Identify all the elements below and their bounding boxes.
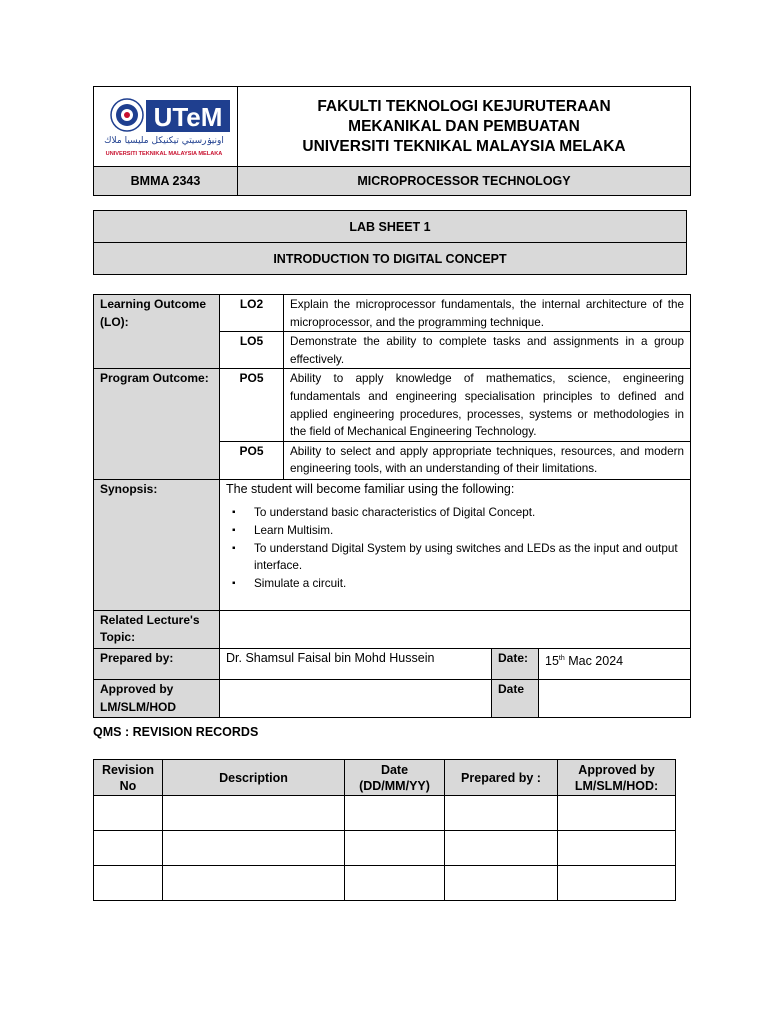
faculty-line-2: MEKANIKAL DAN PEMBUATAN: [348, 117, 580, 135]
column-header-prepared-by: Prepared by :: [445, 760, 558, 796]
lo-code: LO5: [220, 332, 284, 369]
faculty-cell: [238, 87, 691, 167]
utem-logo: [94, 87, 238, 161]
table-row: [94, 796, 676, 831]
table-cell: [163, 796, 345, 831]
synopsis-item: ▪ Simulate a circuit.: [254, 575, 684, 593]
table-cell: [345, 796, 445, 831]
synopsis-item: ▪ Learn Multisim.: [254, 522, 684, 540]
lo-description: Demonstrate the ability to complete tasks and assignments in a group effectively.: [284, 332, 691, 369]
table-cell: [445, 796, 558, 831]
course-code: BMMA 2343: [94, 167, 238, 196]
faculty-line-3: UNIVERSITI TEKNIKAL MALAYSIA MELAKA: [302, 137, 626, 155]
date-label: Date:: [492, 648, 539, 679]
approved-by-value: [220, 679, 492, 717]
table-cell: [558, 831, 676, 866]
course-name: MICROPROCESSOR TECHNOLOGY: [238, 167, 691, 196]
table-cell: [558, 866, 676, 901]
synopsis-list: [226, 504, 684, 592]
synopsis-item: ▪ To understand basic characteristics of Digital Concept.: [254, 504, 684, 522]
table-cell: [94, 831, 163, 866]
column-header-approved-by: Approved by LM/SLM/HOD:: [558, 760, 676, 796]
table-cell: [163, 866, 345, 901]
po-description: Ability to select and apply appropriate techniques, resources, and modern engineering tools, with an understanding of their limitations.: [284, 441, 691, 479]
table-row: [94, 831, 676, 866]
table-cell: [163, 831, 345, 866]
approved-by-label: Approved by LM/SLM/HOD: [94, 679, 220, 717]
po-code: PO5: [220, 441, 284, 479]
lab-sheet-title: [93, 210, 687, 275]
logo-subtitle: UNIVERSITI TEKNIKAL MALAYSIA MELAKA: [105, 151, 223, 157]
revision-records-table: [93, 759, 676, 901]
lo-code: LO2: [220, 295, 284, 332]
course-info-table: [93, 294, 691, 718]
date-day: 15: [545, 654, 559, 669]
lab-sheet-subtitle: INTRODUCTION TO DIGITAL CONCEPT: [94, 243, 687, 275]
logo-jawi-text: اونيۏرسيتي تيكنيكل مليسيا ملاك: [104, 136, 224, 146]
date-month-year: Mac 2024: [564, 654, 624, 669]
date-suffix: th: [558, 654, 565, 662]
prepared-by-value: Dr. Shamsul Faisal bin Mohd Hussein: [220, 648, 492, 679]
prepared-by-label: Prepared by:: [94, 648, 220, 679]
synopsis-label: Synopsis:: [94, 479, 220, 610]
column-header-description: Description: [163, 760, 345, 796]
column-header-revision-no: Revision No: [94, 760, 163, 796]
column-header-date: Date (DD/MM/YY): [345, 760, 445, 796]
university-seal-icon: [111, 99, 143, 131]
lab-sheet-number: LAB SHEET 1: [94, 211, 687, 243]
table-cell: [345, 831, 445, 866]
date-value: [539, 648, 691, 679]
table-cell: [445, 831, 558, 866]
table-cell: [94, 796, 163, 831]
program-outcome-label: Program Outcome:: [94, 369, 220, 479]
faculty-line-1: FAKULTI TEKNOLOGI KEJURUTERAAN: [317, 97, 611, 115]
learning-outcome-label: Learning Outcome (LO):: [94, 295, 220, 369]
table-row: [94, 866, 676, 901]
approval-date-label: Date: [492, 679, 539, 717]
synopsis-content: [220, 479, 691, 610]
related-topic-label: Related Lecture's Topic:: [94, 610, 220, 648]
utem-wordmark: UTeM: [153, 102, 223, 132]
related-topic-value: [220, 610, 691, 648]
table-cell: [445, 866, 558, 901]
lo-description: Explain the microprocessor fundamentals, the internal architecture of the microprocessor, and the programming technique.: [284, 295, 691, 332]
table-cell: [558, 796, 676, 831]
po-description: Ability to apply knowledge of mathematics, science, engineering fundamentals and engineering specialisation principles to defined and applied engineering procedures, processes, systems or methodologies in the field of Mechanical Engineering Technology.: [284, 369, 691, 441]
po-code: PO5: [220, 369, 284, 441]
document-header: [93, 86, 691, 196]
table-cell: [94, 866, 163, 901]
synopsis-item: ▪ To understand Digital System by using switches and LEDs as the input and output interface.: [254, 540, 684, 575]
logo-cell: [94, 87, 238, 167]
synopsis-intro: The student will become familiar using the following:: [226, 481, 515, 496]
approval-date-value: [539, 679, 691, 717]
table-cell: [345, 866, 445, 901]
qms-title: QMS : REVISION RECORDS: [93, 725, 259, 739]
